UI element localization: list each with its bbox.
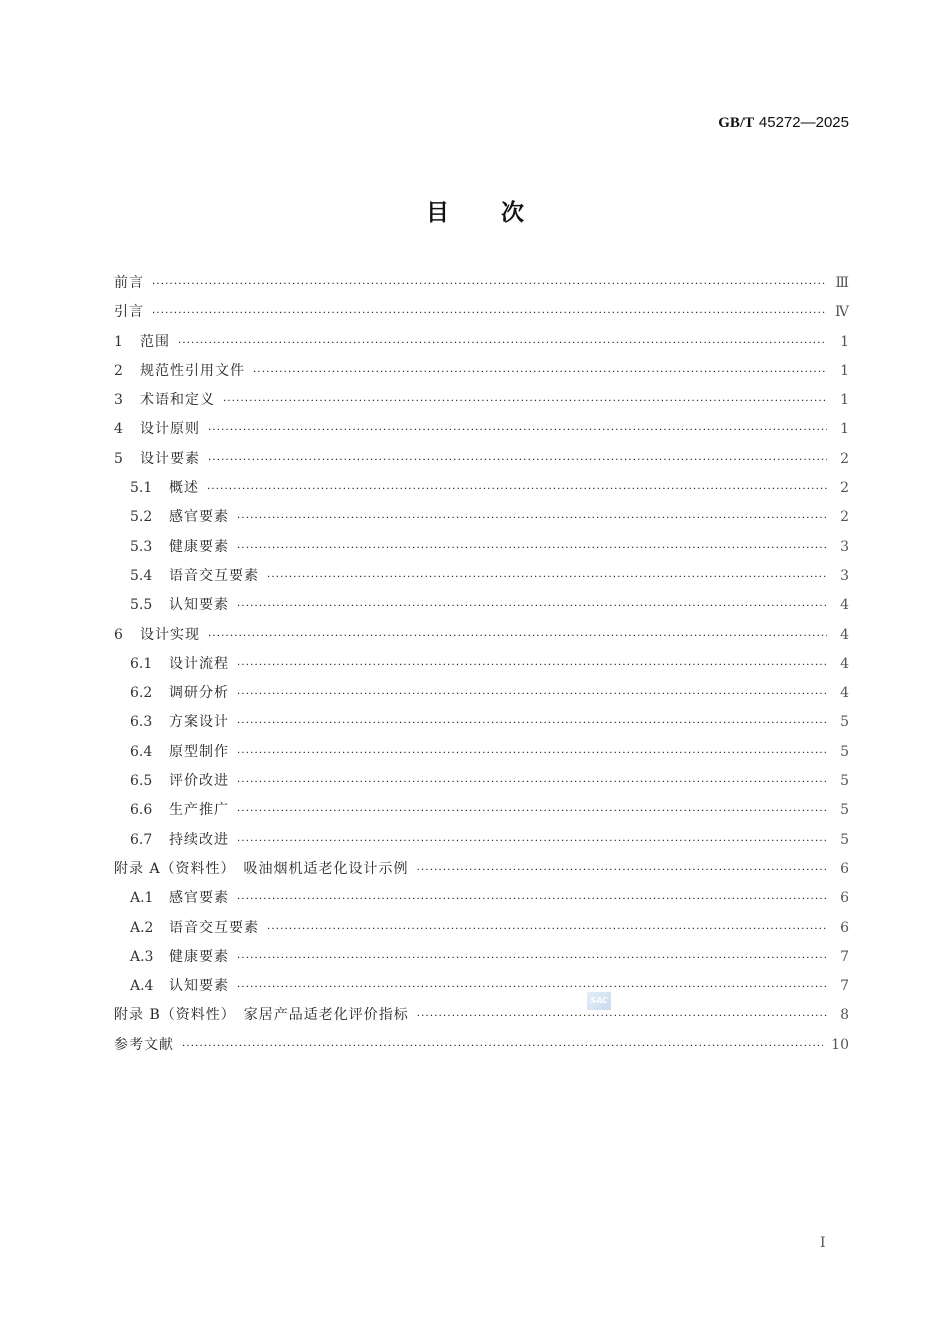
toc-section-number: 6.6: [130, 802, 153, 819]
toc-entry-title: 方案设计: [169, 714, 229, 731]
toc-entry-title: 前言: [114, 275, 144, 291]
toc-entry-title: 设计原则: [140, 421, 200, 438]
toc-entry-title: 参考文献: [114, 1036, 174, 1053]
toc-page-number: Ⅳ: [835, 304, 849, 321]
toc-page-number: 4: [840, 655, 849, 672]
dot-leader: [178, 329, 827, 358]
toc-entry-title: 设计实现: [140, 626, 200, 643]
dot-leader: [208, 622, 827, 651]
toc-entry[interactable]: [114, 328, 849, 357]
toc-page-number: 3: [840, 538, 849, 555]
toc-page-number: 6: [840, 860, 849, 877]
toc-entry[interactable]: [114, 679, 849, 708]
dot-leader: [208, 416, 827, 445]
toc-section-number: 6: [114, 626, 123, 643]
toc-page-number: 5: [840, 714, 849, 731]
dot-leader: [237, 709, 827, 738]
toc-entry-title: 认知要素: [169, 978, 229, 995]
toc-section-number: 6.2: [130, 685, 153, 702]
toc-entry[interactable]: [114, 738, 849, 767]
toc-page-number: Ⅲ: [835, 275, 849, 291]
dot-leader: [223, 387, 827, 416]
toc-entry-title: 健康要素: [169, 948, 229, 965]
toc-entry[interactable]: [114, 943, 849, 972]
toc-page-number: 5: [840, 743, 849, 760]
toc-entry[interactable]: [114, 1031, 849, 1060]
toc-entry-title: 范围: [140, 333, 170, 350]
dot-leader: [152, 270, 827, 299]
toc-section-number: A.1: [130, 890, 154, 907]
toc-entry[interactable]: [114, 591, 849, 620]
toc-entry[interactable]: [114, 884, 849, 913]
toc-section-number: 5.1: [130, 480, 153, 497]
toc-section-number: 6.1: [130, 655, 153, 672]
toc-section-number: 2: [114, 362, 123, 379]
dot-leader: [237, 973, 827, 1002]
toc-entry[interactable]: [114, 621, 849, 650]
standard-prefix: GB/T: [718, 115, 755, 131]
dot-leader: [237, 680, 827, 709]
dot-leader: [267, 915, 827, 944]
toc-section-number: 5.4: [130, 567, 153, 584]
dot-leader: [417, 856, 827, 885]
toc-entry-title: 持续改进: [169, 831, 229, 848]
dot-leader: [237, 534, 827, 563]
toc-entry-title: 引言: [114, 304, 144, 321]
toc-entry-title: 概述: [169, 480, 199, 497]
page-number: I: [820, 1235, 826, 1251]
dot-leader: [207, 475, 827, 504]
dot-leader: [182, 1032, 823, 1061]
toc-section-number: 3: [114, 392, 123, 409]
toc-section-number: 5.2: [130, 509, 153, 526]
dot-leader: [152, 299, 827, 328]
dot-leader: [237, 944, 827, 973]
toc-page-number: 7: [840, 978, 849, 995]
toc-entry-title: 评价改进: [169, 773, 229, 790]
dot-leader: [237, 739, 827, 768]
toc-entry[interactable]: [114, 826, 849, 855]
toc-entry[interactable]: [114, 708, 849, 737]
toc-entry-title: 语音交互要素: [169, 567, 259, 584]
toc-page-number: 1: [840, 421, 849, 438]
toc-section-number: 6.4: [130, 743, 153, 760]
dot-leader: [237, 592, 827, 621]
toc-entry-title: 调研分析: [169, 685, 229, 702]
toc-entry[interactable]: [114, 796, 849, 825]
toc-section-number: A.4: [130, 978, 154, 995]
toc-page-number: 6: [840, 890, 849, 907]
toc-entry[interactable]: [114, 357, 849, 386]
toc-section-number: 6.7: [130, 831, 153, 848]
toc-page-number: 4: [840, 685, 849, 702]
toc-page-number: 1: [840, 362, 849, 379]
toc-section-number: 6.3: [130, 714, 153, 731]
toc-entry-title: 感官要素: [169, 890, 229, 907]
dot-leader: [237, 504, 827, 533]
toc-entry-title: 附录 A（资料性） 吸油烟机适老化设计示例: [114, 860, 409, 877]
toc-page-number: 5: [840, 802, 849, 819]
toc-entry-title: 认知要素: [169, 597, 229, 614]
toc-entry-title: 感官要素: [169, 509, 229, 526]
toc-page-number: 5: [840, 831, 849, 848]
toc-entry-title: 健康要素: [169, 538, 229, 555]
toc-entry[interactable]: [114, 269, 849, 298]
toc-page-number: 1: [840, 333, 849, 350]
toc-entry[interactable]: [114, 415, 849, 444]
dot-leader: [417, 1002, 827, 1031]
toc-section-number: 5.5: [130, 597, 153, 614]
toc-entry[interactable]: [114, 533, 849, 562]
toc-entry-title: 术语和定义: [140, 392, 215, 409]
sac-watermark-icon: SAC: [587, 992, 611, 1010]
toc-page-number: 4: [840, 626, 849, 643]
table-of-contents: [114, 269, 849, 1060]
toc-entry-title: 附录 B（资料性） 家居产品适老化评价指标: [114, 1007, 409, 1024]
toc-entry-title: 设计要素: [140, 450, 200, 467]
standard-number: 45272—2025: [758, 114, 849, 131]
toc-page-number: 8: [840, 1007, 849, 1024]
toc-page-number: 4: [840, 597, 849, 614]
toc-page-number: 6: [840, 919, 849, 936]
toc-entry[interactable]: [114, 914, 849, 943]
toc-page-number: 10: [831, 1036, 849, 1053]
toc-section-number: 5.3: [130, 538, 153, 555]
toc-entry-title: 语音交互要素: [169, 919, 259, 936]
toc-page-number: 1: [840, 392, 849, 409]
toc-entry[interactable]: [114, 972, 849, 1001]
toc-section-number: 1: [114, 333, 123, 350]
toc-entry[interactable]: [114, 855, 849, 884]
toc-entry[interactable]: [114, 767, 849, 796]
toc-entry[interactable]: [114, 298, 849, 327]
toc-section-number: 4: [114, 421, 123, 438]
dot-leader: [253, 358, 827, 387]
dot-leader: [267, 563, 827, 592]
toc-entry-title: 设计流程: [169, 655, 229, 672]
page-title: 目次: [426, 200, 576, 226]
toc-page-number: 2: [840, 509, 849, 526]
dot-leader: [237, 885, 827, 914]
toc-entry[interactable]: [114, 650, 849, 679]
dot-leader: [237, 651, 827, 680]
toc-entry[interactable]: [114, 503, 849, 532]
toc-page-number: 5: [840, 773, 849, 790]
toc-entry[interactable]: [114, 474, 849, 503]
toc-section-number: A.3: [130, 948, 154, 965]
toc-entry-title: 原型制作: [169, 743, 229, 760]
dot-leader: [237, 827, 827, 856]
dot-leader: [237, 768, 827, 797]
toc-entry-title: 生产推广: [169, 802, 229, 819]
toc-page-number: 7: [840, 948, 849, 965]
toc-section-number: 5: [114, 450, 123, 467]
toc-entry[interactable]: [114, 445, 849, 474]
toc-entry[interactable]: [114, 1001, 849, 1030]
dot-leader: [208, 446, 827, 475]
toc-section-number: A.2: [130, 919, 154, 936]
toc-page-number: 3: [840, 567, 849, 584]
toc-entry[interactable]: [114, 562, 849, 591]
toc-entry-title: 规范性引用文件: [140, 362, 245, 379]
toc-page-number: 2: [840, 480, 849, 497]
toc-entry[interactable]: [114, 386, 849, 415]
toc-page-number: 2: [840, 450, 849, 467]
dot-leader: [237, 797, 827, 826]
toc-section-number: 6.5: [130, 773, 153, 790]
standard-code: [718, 113, 849, 132]
